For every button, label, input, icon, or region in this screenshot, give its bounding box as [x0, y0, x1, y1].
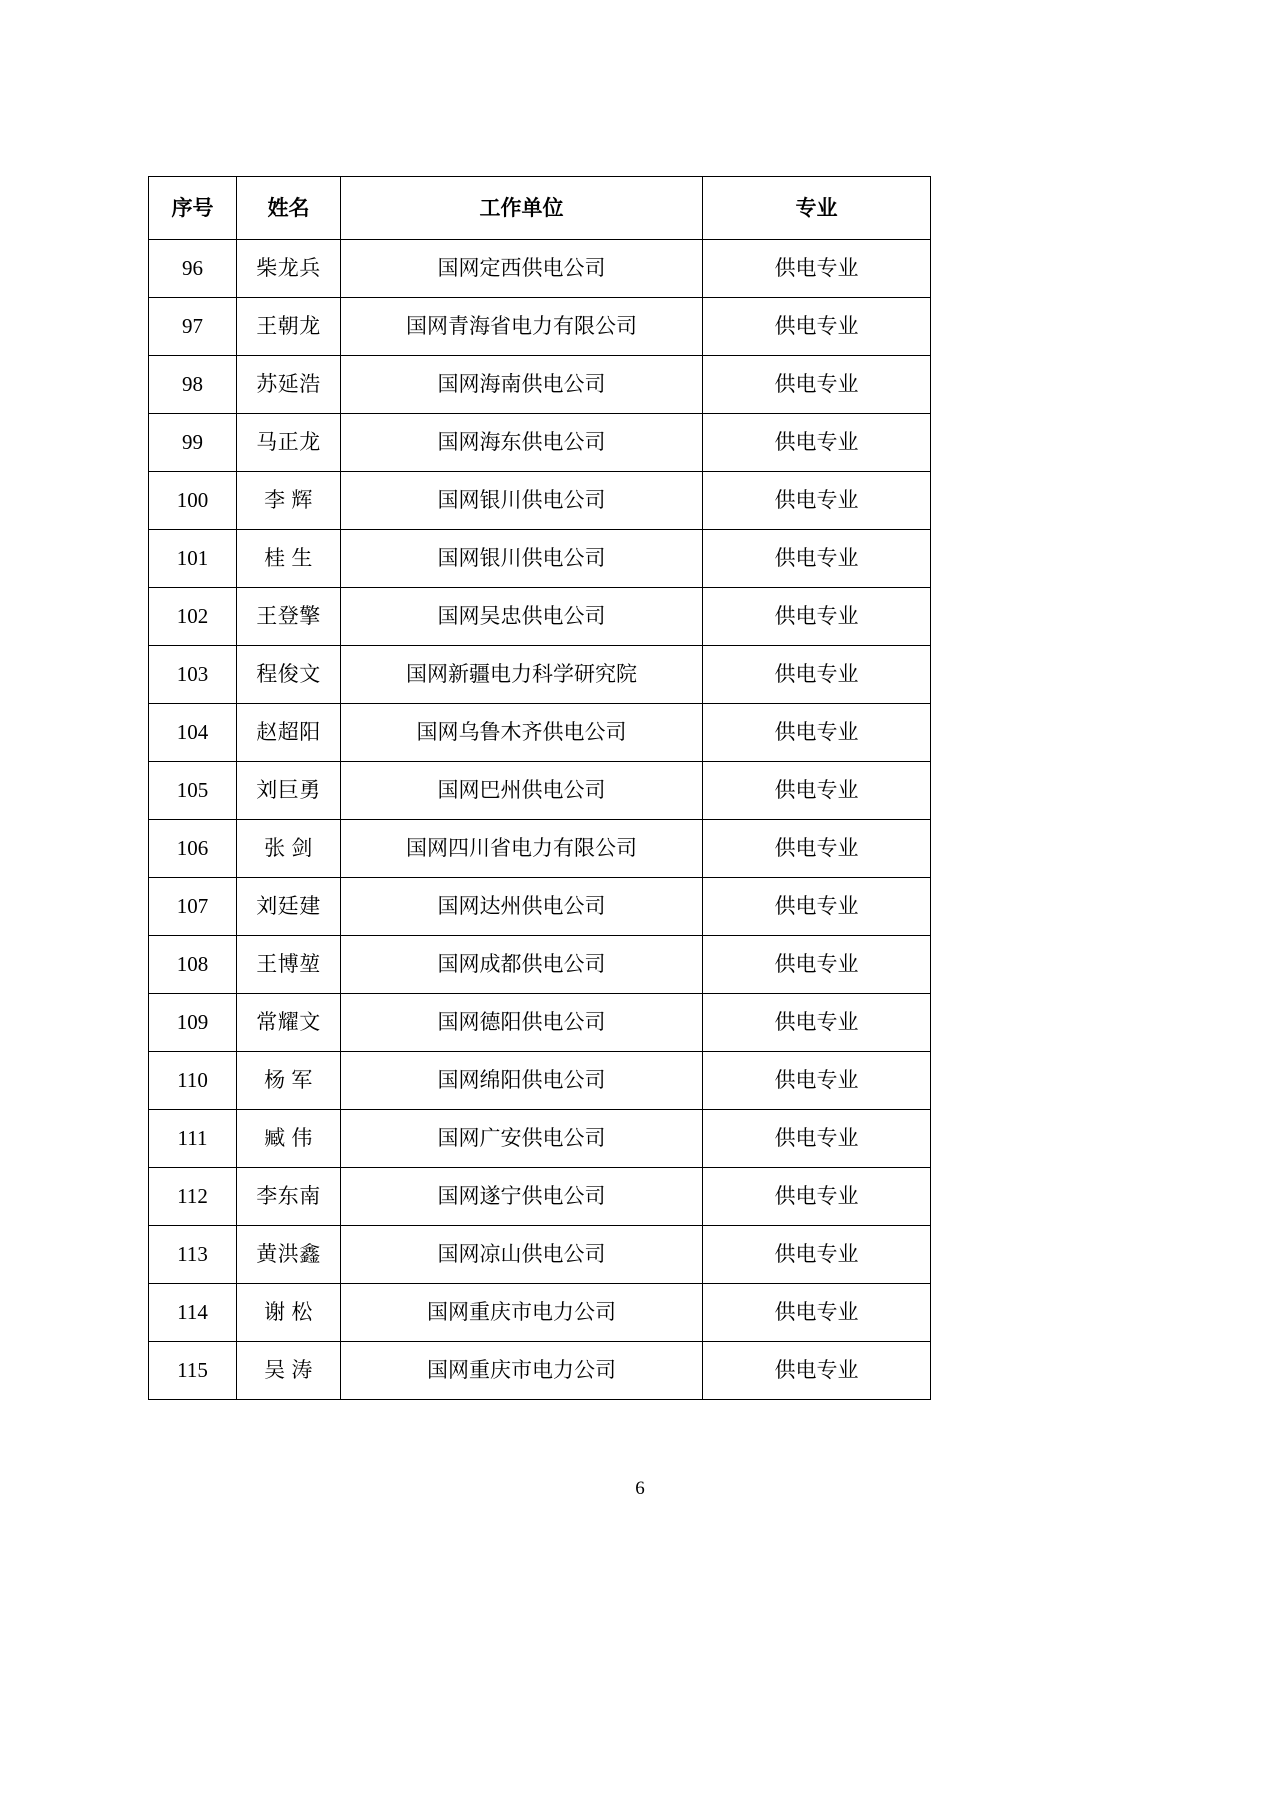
cell-name: 王朝龙: [237, 298, 341, 356]
table-row: [149, 936, 931, 994]
cell-name: 马正龙: [237, 414, 341, 472]
cell-major: 供电专业: [703, 298, 931, 356]
cell-unit: 国网遂宁供电公司: [341, 1168, 703, 1226]
cell-major: 供电专业: [703, 1342, 931, 1400]
table-row: [149, 530, 931, 588]
cell-name: 刘廷建: [237, 878, 341, 936]
cell-unit: 国网银川供电公司: [341, 530, 703, 588]
table-row: [149, 588, 931, 646]
cell-unit: 国网新疆电力科学研究院: [341, 646, 703, 704]
cell-major: 供电专业: [703, 414, 931, 472]
cell-name: 赵超阳: [237, 704, 341, 762]
cell-name: 李东南: [237, 1168, 341, 1226]
cell-seq: 96: [149, 240, 237, 298]
cell-seq: 98: [149, 356, 237, 414]
cell-major: 供电专业: [703, 1284, 931, 1342]
column-header-seq: 序号: [149, 177, 237, 240]
cell-seq: 108: [149, 936, 237, 994]
cell-unit: 国网广安供电公司: [341, 1110, 703, 1168]
cell-seq: 109: [149, 994, 237, 1052]
cell-major: 供电专业: [703, 530, 931, 588]
table-row: [149, 1342, 931, 1400]
cell-name: 程俊文: [237, 646, 341, 704]
table-row: [149, 994, 931, 1052]
cell-seq: 112: [149, 1168, 237, 1226]
cell-major: 供电专业: [703, 356, 931, 414]
table-row: [149, 298, 931, 356]
cell-name: 王登擎: [237, 588, 341, 646]
cell-unit: 国网绵阳供电公司: [341, 1052, 703, 1110]
table-row: [149, 472, 931, 530]
cell-seq: 104: [149, 704, 237, 762]
column-header-unit: 工作单位: [341, 177, 703, 240]
cell-seq: 101: [149, 530, 237, 588]
table-header-row: [149, 177, 931, 240]
cell-name: 柴龙兵: [237, 240, 341, 298]
cell-major: 供电专业: [703, 762, 931, 820]
cell-unit: 国网德阳供电公司: [341, 994, 703, 1052]
cell-unit: 国网凉山供电公司: [341, 1226, 703, 1284]
cell-unit: 国网吴忠供电公司: [341, 588, 703, 646]
cell-seq: 103: [149, 646, 237, 704]
cell-major: 供电专业: [703, 1168, 931, 1226]
cell-seq: 105: [149, 762, 237, 820]
cell-seq: 115: [149, 1342, 237, 1400]
cell-seq: 110: [149, 1052, 237, 1110]
page-number: 6: [635, 1478, 645, 1499]
cell-seq: 100: [149, 472, 237, 530]
cell-major: 供电专业: [703, 472, 931, 530]
cell-major: 供电专业: [703, 240, 931, 298]
cell-major: 供电专业: [703, 588, 931, 646]
table-row: [149, 1052, 931, 1110]
cell-name: 黄洪鑫: [237, 1226, 341, 1284]
table-row: [149, 1110, 931, 1168]
cell-major: 供电专业: [703, 820, 931, 878]
cell-major: 供电专业: [703, 704, 931, 762]
cell-name: 吴 涛: [237, 1342, 341, 1400]
cell-seq: 114: [149, 1284, 237, 1342]
cell-name: 李 辉: [237, 472, 341, 530]
cell-major: 供电专业: [703, 878, 931, 936]
roster-table: [148, 176, 931, 1400]
cell-unit: 国网四川省电力有限公司: [341, 820, 703, 878]
table-row: [149, 646, 931, 704]
cell-unit: 国网重庆市电力公司: [341, 1284, 703, 1342]
table-row: [149, 1284, 931, 1342]
cell-unit: 国网达州供电公司: [341, 878, 703, 936]
cell-major: 供电专业: [703, 646, 931, 704]
cell-seq: 113: [149, 1226, 237, 1284]
cell-unit: 国网成都供电公司: [341, 936, 703, 994]
cell-name: 杨 军: [237, 1052, 341, 1110]
cell-name: 苏延浩: [237, 356, 341, 414]
cell-unit: 国网乌鲁木齐供电公司: [341, 704, 703, 762]
cell-name: 张 剑: [237, 820, 341, 878]
table-row: [149, 356, 931, 414]
cell-name: 王博堃: [237, 936, 341, 994]
table-row: [149, 414, 931, 472]
cell-seq: 106: [149, 820, 237, 878]
cell-major: 供电专业: [703, 994, 931, 1052]
cell-unit: 国网定西供电公司: [341, 240, 703, 298]
cell-name: 臧 伟: [237, 1110, 341, 1168]
table-row: [149, 762, 931, 820]
cell-unit: 国网重庆市电力公司: [341, 1342, 703, 1400]
cell-seq: 99: [149, 414, 237, 472]
cell-name: 常耀文: [237, 994, 341, 1052]
cell-major: 供电专业: [703, 1052, 931, 1110]
cell-name: 刘巨勇: [237, 762, 341, 820]
roster-table-container: [148, 176, 930, 1400]
cell-unit: 国网巴州供电公司: [341, 762, 703, 820]
cell-major: 供电专业: [703, 936, 931, 994]
table-row: [149, 1226, 931, 1284]
cell-seq: 102: [149, 588, 237, 646]
cell-major: 供电专业: [703, 1226, 931, 1284]
cell-major: 供电专业: [703, 1110, 931, 1168]
column-header-major: 专业: [703, 177, 931, 240]
cell-seq: 107: [149, 878, 237, 936]
cell-seq: 97: [149, 298, 237, 356]
cell-unit: 国网银川供电公司: [341, 472, 703, 530]
table-row: [149, 820, 931, 878]
cell-name: 谢 松: [237, 1284, 341, 1342]
table-row: [149, 240, 931, 298]
cell-unit: 国网海东供电公司: [341, 414, 703, 472]
cell-seq: 111: [149, 1110, 237, 1168]
table-row: [149, 878, 931, 936]
cell-unit: 国网青海省电力有限公司: [341, 298, 703, 356]
cell-name: 桂 生: [237, 530, 341, 588]
cell-unit: 国网海南供电公司: [341, 356, 703, 414]
table-row: [149, 704, 931, 762]
table-row: [149, 1168, 931, 1226]
column-header-name: 姓名: [237, 177, 341, 240]
